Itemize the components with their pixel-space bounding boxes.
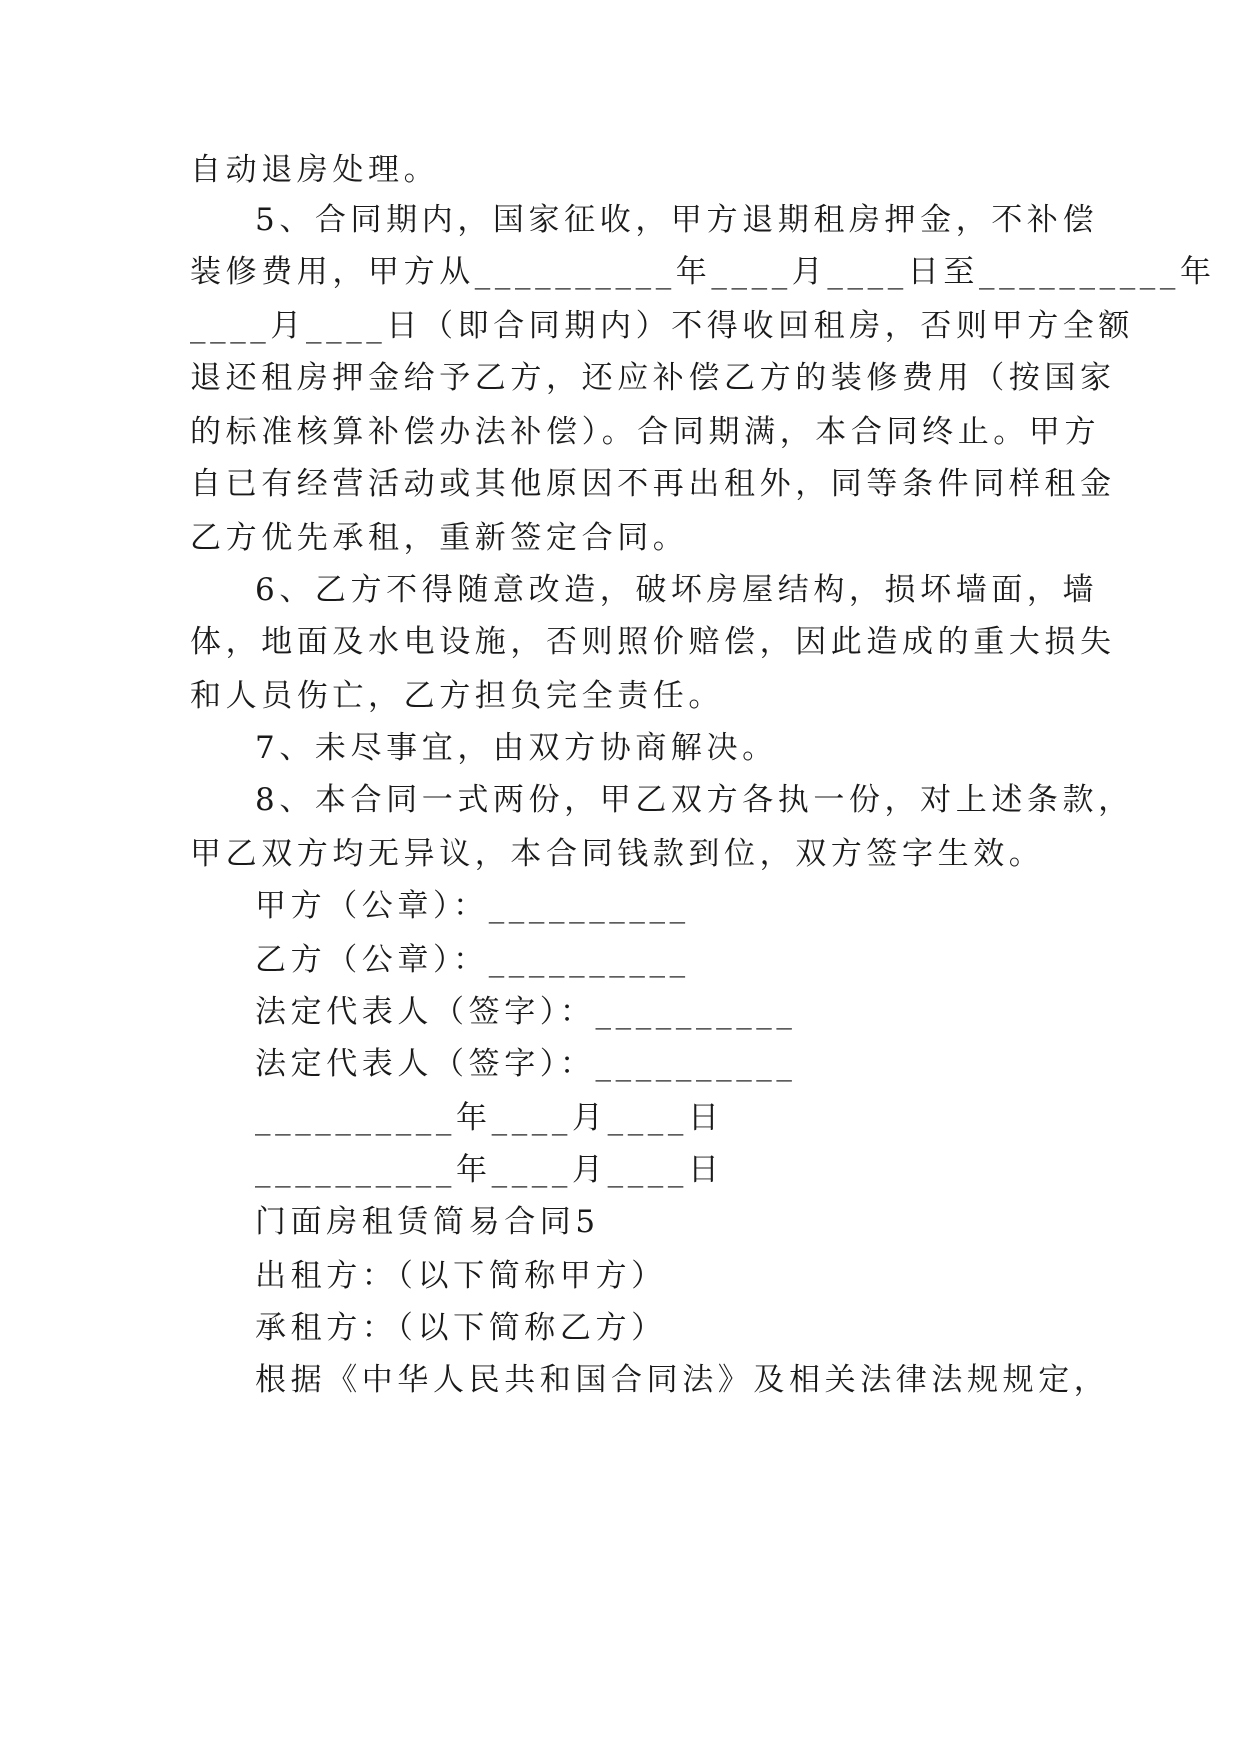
text-line: 自动退房处理。 xyxy=(190,152,440,188)
clause-6-line: 6、乙方不得随意改造，破坏房屋结构，损坏墙面，墙 xyxy=(255,572,1099,608)
text-line: 根据《中华人民共和国合同法》及相关法律法规规定， xyxy=(255,1362,1110,1398)
date-line: __________年____月____日 xyxy=(255,1100,724,1136)
lessee-line: 承租方：（以下简称乙方） xyxy=(255,1310,667,1346)
text-line: 甲乙双方均无异议，本合同钱款到位，双方签字生效。 xyxy=(190,836,1045,872)
legal-rep-signature-line: 法定代表人（签字）：__________ xyxy=(255,994,797,1030)
clause-5-line: 5、合同期内，国家征收，甲方退期租房押金，不补偿 xyxy=(255,202,1099,238)
party-a-seal-line: 甲方（公章）：__________ xyxy=(255,888,690,924)
date-line: __________年____月____日 xyxy=(255,1152,724,1188)
text-line: 装修费用，甲方从__________年____月____日至__________年 xyxy=(190,254,1216,290)
lessor-line: 出租方：（以下简称甲方） xyxy=(255,1258,667,1294)
text-line: 的标准核算补偿办法补偿）。合同期满，本合同终止。甲方 xyxy=(190,414,1101,450)
party-b-seal-line: 乙方（公章）：__________ xyxy=(255,942,690,978)
clause-7-line: 7、未尽事宜，由双方协商解决。 xyxy=(255,730,778,766)
text-line: 体，地面及水电设施，否则照价赔偿，因此造成的重大损失 xyxy=(190,624,1116,660)
section-title: 门面房租赁简易合同5 xyxy=(255,1204,600,1240)
text-line: 乙方优先承租，重新签定合同。 xyxy=(190,520,689,556)
clause-8-line: 8、本合同一式两份，甲乙双方各执一份，对上述条款， xyxy=(255,782,1134,818)
text-line: 退还租房押金给予乙方，还应补偿乙方的装修费用（按国家 xyxy=(190,360,1116,396)
text-line: 自已有经营活动或其他原因不再出租外，同等条件同样租金 xyxy=(190,466,1116,502)
text-line: ____月____日（即合同期内）不得收回租房，否则甲方全额 xyxy=(190,308,1134,344)
text-line: 和人员伤亡，乙方担负完全责任。 xyxy=(190,678,724,714)
legal-rep-signature-line: 法定代表人（签字）：__________ xyxy=(255,1046,797,1082)
